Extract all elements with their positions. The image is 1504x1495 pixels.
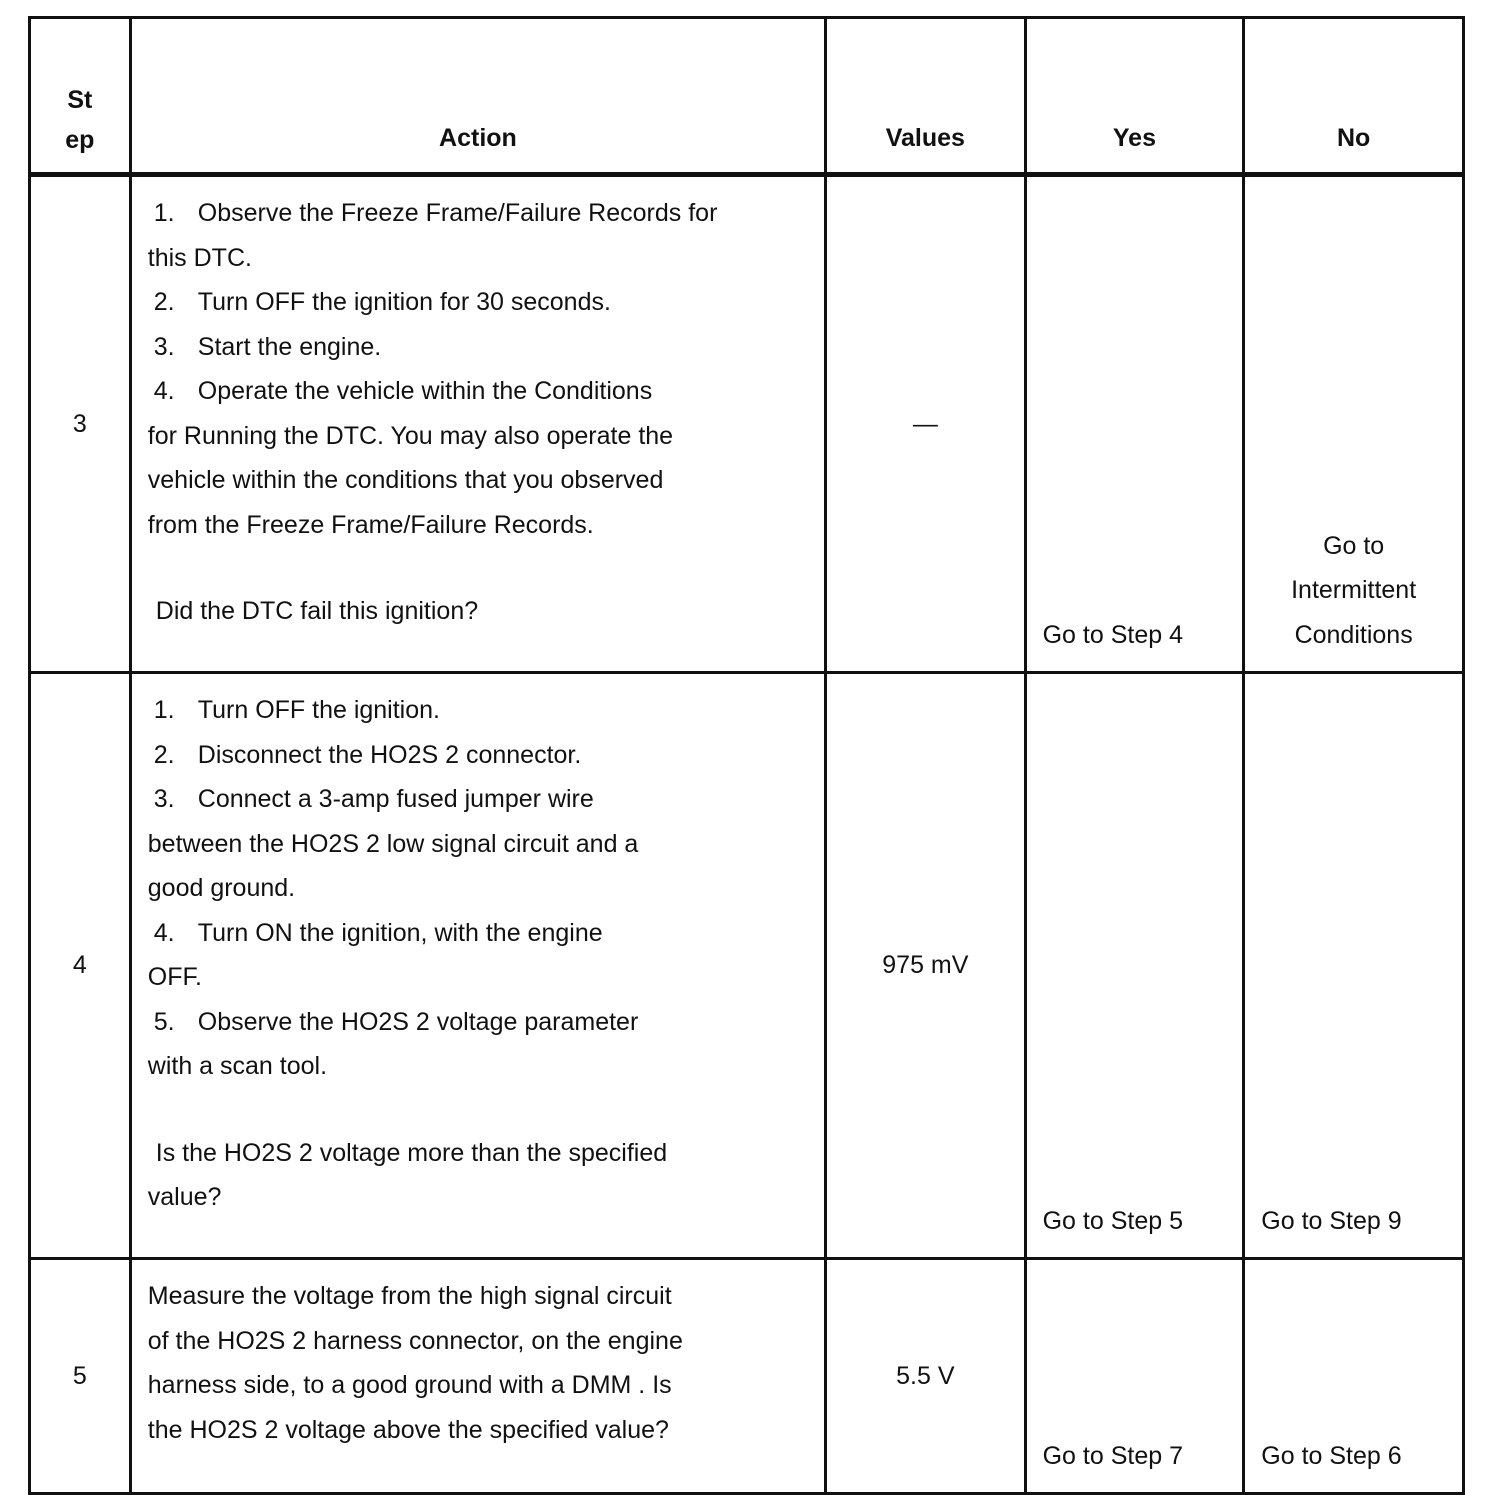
table-row (30, 673, 1464, 1259)
header-step-line-1: St (67, 86, 93, 114)
step-number: 4 (30, 673, 131, 1259)
header-no: No (1244, 18, 1464, 175)
action-line (148, 369, 814, 414)
action-line (148, 955, 814, 1000)
header-values: Values (826, 18, 1026, 175)
action-line-number: 1. (153, 199, 175, 227)
action-line (148, 1044, 814, 1089)
action-line (148, 688, 814, 733)
spacer (148, 547, 814, 589)
action-line-text: Start the engine. (197, 332, 382, 361)
action-text (130, 1259, 825, 1494)
no-line: Go to Step 9 (1261, 1206, 1402, 1235)
table-row (30, 175, 1464, 673)
header-step-line-2: ep (65, 126, 95, 154)
action-line-number: 5. (153, 1007, 175, 1036)
action-line-text: Turn OFF the ignition for 30 seconds. (197, 288, 611, 316)
action-question: Did the DTC fail this ignition? (155, 597, 479, 625)
action-line-text: OFF. (147, 963, 202, 991)
table-row (30, 1259, 1464, 1494)
action-question: Is the HO2S 2 voltage more than the specified (155, 1138, 668, 1167)
action-line-text: Turn ON the ignition, with the engine (197, 918, 603, 947)
action-line-number: 2. (153, 288, 175, 316)
action-line-text: for Running the DTC. You may also operate the (147, 421, 674, 450)
diagnostic-table (28, 16, 1465, 1495)
value-cell: — (826, 175, 1026, 673)
yes-cell: Go to Step 7 (1025, 1259, 1244, 1494)
no-line: Go to (1323, 531, 1385, 560)
action-line (148, 191, 814, 236)
action-line (148, 822, 814, 867)
no-cell (1244, 673, 1464, 1259)
action-line (148, 414, 814, 459)
action-line-text: with a scan tool. (147, 1052, 328, 1080)
header-action: Action (130, 18, 825, 175)
action-line-text: between the HO2S 2 low signal circuit and a (147, 829, 639, 858)
action-line (148, 911, 814, 956)
action-line-number: 3. (153, 785, 175, 813)
action-line (148, 236, 814, 281)
action-line-number: 3. (153, 332, 175, 361)
action-line (148, 1000, 814, 1045)
no-cell (1244, 1259, 1464, 1494)
no-cell (1244, 175, 1464, 673)
action-line (148, 733, 814, 778)
action-line (148, 1319, 814, 1364)
action-line-text: of the HO2S 2 harness connector, on the engine (147, 1326, 683, 1355)
action-line (148, 866, 814, 911)
step-number: 3 (30, 175, 131, 673)
action-line (148, 777, 814, 822)
action-line-text: vehicle within the conditions that you observed (147, 466, 664, 494)
action-text (130, 673, 825, 1259)
step-number: 5 (30, 1259, 131, 1494)
value-cell: 975 mV (826, 673, 1026, 1259)
action-line (148, 1408, 814, 1453)
action-line-number: 2. (153, 740, 175, 769)
action-line-text: Turn OFF the ignition. (197, 696, 440, 724)
action-line-text: this DTC. (147, 243, 252, 272)
action-text (130, 175, 825, 673)
action-line-text: Operate the vehicle within the Conditions (197, 377, 653, 405)
action-line-text: good ground. (147, 874, 296, 902)
yes-cell: Go to Step 4 (1025, 175, 1244, 673)
header-yes: Yes (1025, 18, 1244, 175)
yes-cell: Go to Step 5 (1025, 673, 1244, 1259)
no-line: Intermittent (1291, 576, 1417, 604)
action-line-text: from the Freeze Frame/Failure Records. (147, 510, 594, 539)
action-line-number: 4. (153, 918, 175, 947)
no-line: Conditions (1294, 620, 1413, 649)
action-line-text: Observe the Freeze Frame/Failure Records for (197, 199, 718, 227)
action-line (148, 458, 814, 503)
action-line-text: Observe the HO2S 2 voltage parameter (197, 1007, 639, 1036)
action-line-text: Disconnect the HO2S 2 connector. (197, 740, 582, 769)
no-line: Go to Step 6 (1261, 1441, 1402, 1470)
header-step (30, 18, 131, 175)
action-line (148, 503, 814, 548)
action-line-number: 4. (153, 377, 175, 405)
action-line-number: 1. (153, 696, 175, 724)
action-line-text: the HO2S 2 voltage above the specified value? (147, 1415, 669, 1444)
action-question: value? (147, 1183, 222, 1211)
value-cell: 5.5 V (826, 1259, 1026, 1494)
header-row (30, 18, 1464, 175)
action-line (148, 1274, 814, 1319)
action-line (148, 1363, 814, 1408)
action-line (148, 280, 814, 325)
spacer (148, 1089, 814, 1131)
action-line-text: harness side, to a good ground with a DMM . Is (147, 1371, 672, 1399)
action-line-text: Connect a 3-amp fused jumper wire (197, 785, 594, 813)
action-line (148, 325, 814, 370)
action-line-text: Measure the voltage from the high signal circuit (147, 1282, 672, 1310)
